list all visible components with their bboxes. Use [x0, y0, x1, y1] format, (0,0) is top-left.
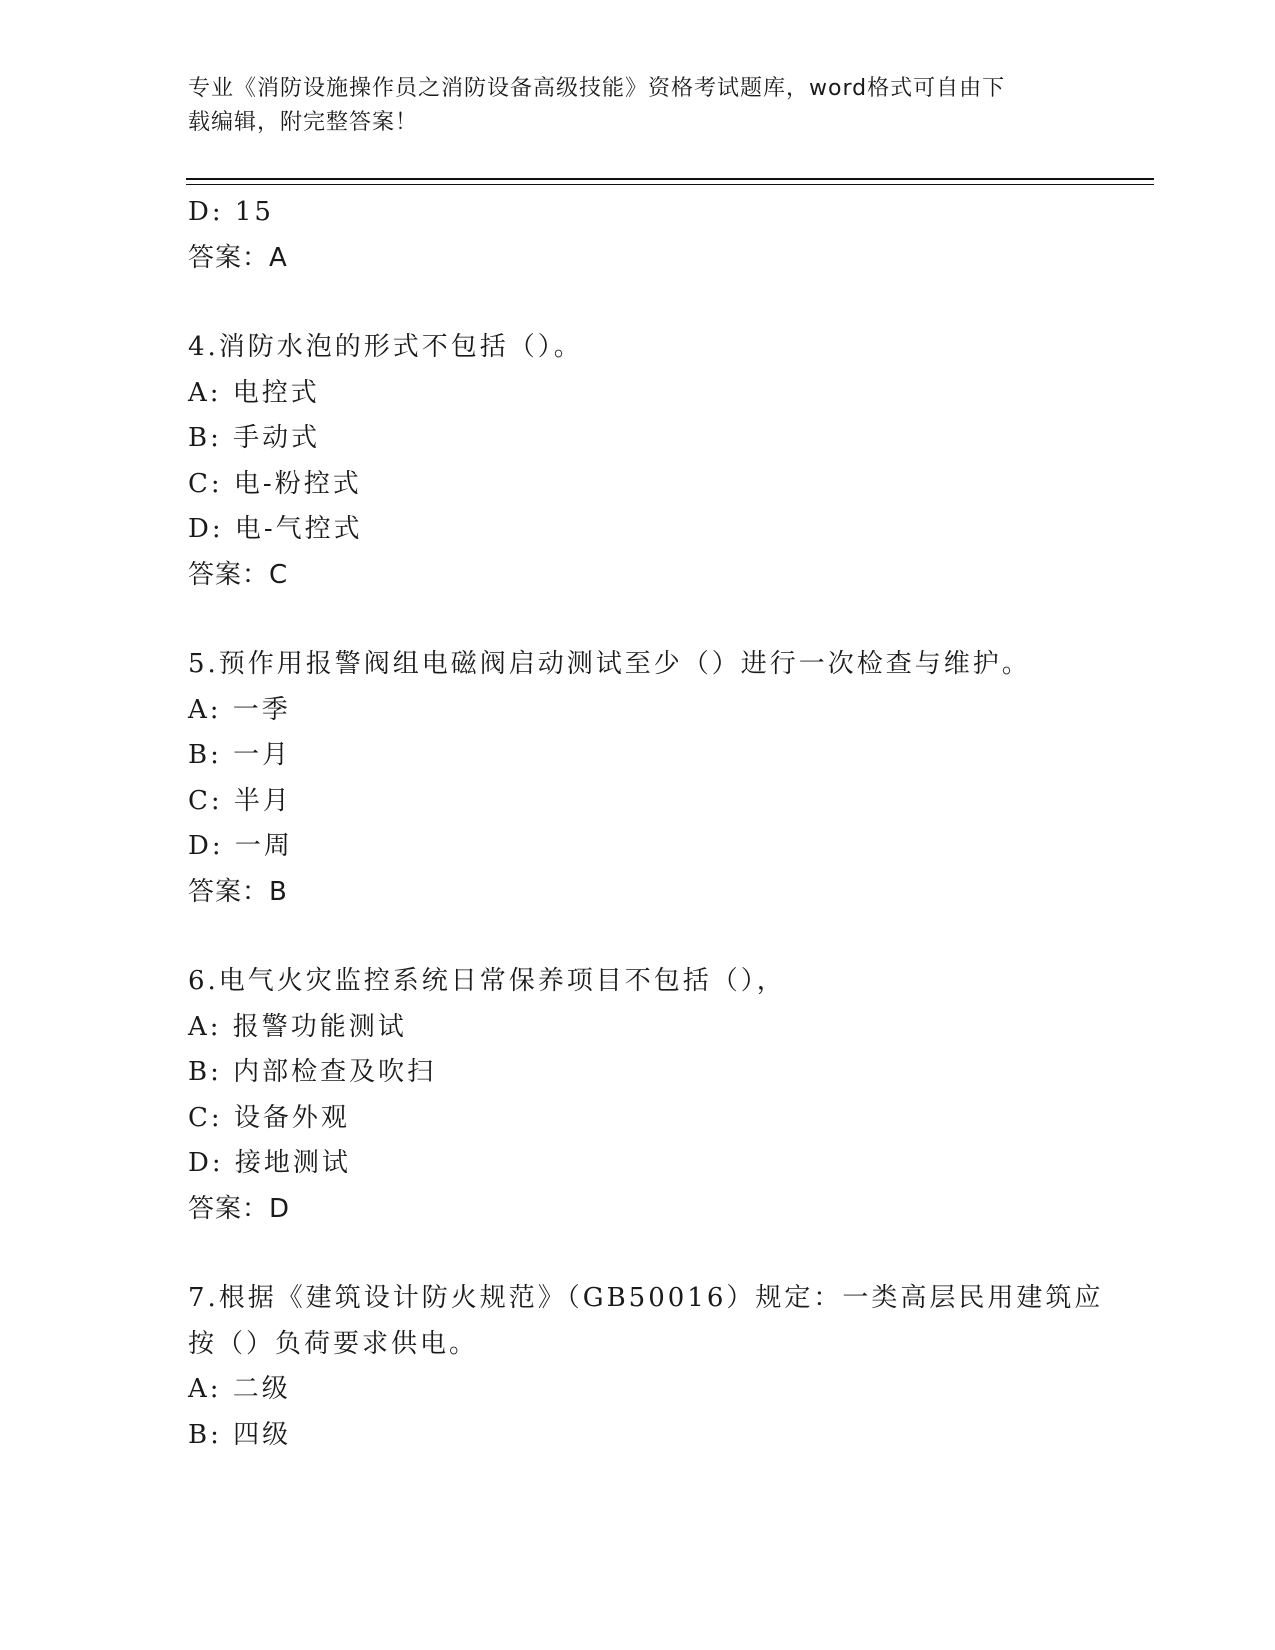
option-c: C: 半月: [188, 785, 292, 816]
option-c: C: 设备外观: [188, 1102, 350, 1133]
block-spacer: [188, 915, 1088, 959]
question-block-7: [188, 1276, 1104, 1458]
question-stem-line-2: 按（）负荷要求供电。: [188, 1328, 479, 1359]
answer-line: 答案：C: [188, 559, 289, 590]
question-block-6: [188, 959, 1088, 1232]
block-spacer: [188, 281, 1088, 325]
option-d: D: 15: [188, 197, 274, 227]
question-list: [188, 190, 1104, 1458]
block-spacer: [188, 1232, 1088, 1276]
question-block-5: [188, 642, 1088, 915]
option-b: B: 四级: [188, 1419, 292, 1450]
question-block-4: [188, 325, 1088, 598]
question-block-3: [188, 190, 1088, 281]
option-a: A: 二级: [188, 1374, 291, 1404]
option-c: C: 电-粉控式: [188, 468, 362, 499]
option-b: B: 内部检查及吹扫: [188, 1057, 437, 1087]
option-a: A: 电控式: [188, 377, 320, 408]
option-d: D: 一周: [188, 831, 293, 861]
question-stem: 6.电气火灾监控系统日常保养项目不包括（），: [188, 966, 786, 996]
header-divider-thick: [186, 178, 1154, 180]
header-divider-thin: [186, 184, 1154, 185]
answer-line: 答案：A: [188, 242, 288, 273]
option-a: A: 报警功能测试: [188, 1011, 407, 1042]
option-d: D: 电-气控式: [188, 514, 363, 544]
document-header: [188, 72, 1088, 140]
block-spacer: [188, 598, 1088, 642]
answer-line: 答案：B: [188, 876, 288, 907]
question-stem: 4.消防水泡的形式不包括（）。: [188, 332, 583, 362]
option-a: A: 一季: [188, 694, 291, 725]
question-stem-line-1: 7.根据《建筑设计防火规范》（GB50016）规定：一类高层民用建筑应: [188, 1283, 1104, 1313]
question-stem: 5.预作用报警阀组电磁阀启动测试至少（）进行一次检查与维护。: [188, 649, 1031, 679]
option-b: B: 手动式: [188, 423, 321, 453]
option-b: B: 一月: [188, 740, 292, 770]
option-d: D: 接地测试: [188, 1148, 351, 1178]
header-line-1: 专业《消防设施操作员之消防设备高级技能》资格考试题库，word格式可自由下: [188, 76, 1006, 101]
header-line-2: 载编辑，附完整答案！: [188, 110, 419, 135]
answer-line: 答案：D: [188, 1193, 291, 1224]
